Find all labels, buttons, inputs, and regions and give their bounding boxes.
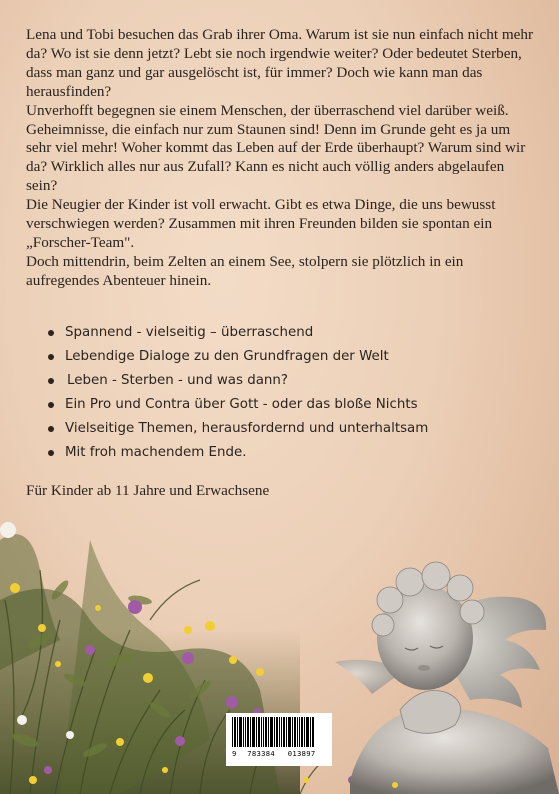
barcode-bars (232, 717, 326, 747)
barcode-prefix: 9 (232, 749, 237, 758)
blurb-paragraph: Unverhofft begegnen sie einem Menschen, der überraschend viel darüber weiß. Geheimnisse, die einfach nur zum Staunen sind! Denn im Grunde geht es ja um sehr viel mehr! Woher kommt das Leben auf der Erde überhaupt? Warum sind wir da? Wirklich alles nur aus Zufall? Kann es nicht auch völlig anders abgelaufen sein? (26, 101, 526, 195)
feature-item: Ein Pro und Contra über Gott - oder das bloße Nichts (40, 393, 520, 417)
barcode-digits (232, 749, 326, 758)
feature-item: Mit froh machendem Ende. (40, 441, 520, 465)
target-audience: Für Kinder ab 11 Jahre und Erwachsene (26, 482, 270, 499)
barcode-group2: 013897 (287, 749, 316, 758)
feature-list (40, 321, 520, 465)
blurb-paragraph: Lena und Tobi besuchen das Grab ihrer Oma. Warum ist sie nun einfach nicht mehr da? Wo ist sie denn jetzt? Lebt sie noch irgendwie weiter? Oder bedeutet Sterben, dass man ganz und gar ausgelöscht ist, für immer? Doch wie kann man das herausfinden? (26, 26, 534, 100)
feature-item: Vielseitige Themen, herausfordernd und unterhaltsam (40, 417, 520, 441)
isbn-barcode (226, 713, 332, 766)
feature-item: Leben - Sterben - und was dann? (40, 369, 520, 393)
feature-item: Spannend - vielseitig – überraschend (40, 321, 520, 345)
blurb-text (26, 26, 538, 291)
blurb-paragraph: Doch mittendrin, beim Zelten an einem See, stolpern sie plötzlich in ein aufregendes Abenteuer hinein. (26, 252, 464, 289)
feature-item: Lebendige Dialoge zu den Grundfragen der Welt (40, 345, 520, 369)
blurb-paragraph: Die Neugier der Kinder ist voll erwacht. Gibt es etwa Dinge, die uns bewusst verschwiegen werden? Zusammen mit ihren Freunden bilden sie spontan ein „Forscher-Team". (26, 196, 496, 251)
barcode-group1: 783384 (247, 749, 276, 758)
stone-angel-figure (335, 562, 559, 794)
